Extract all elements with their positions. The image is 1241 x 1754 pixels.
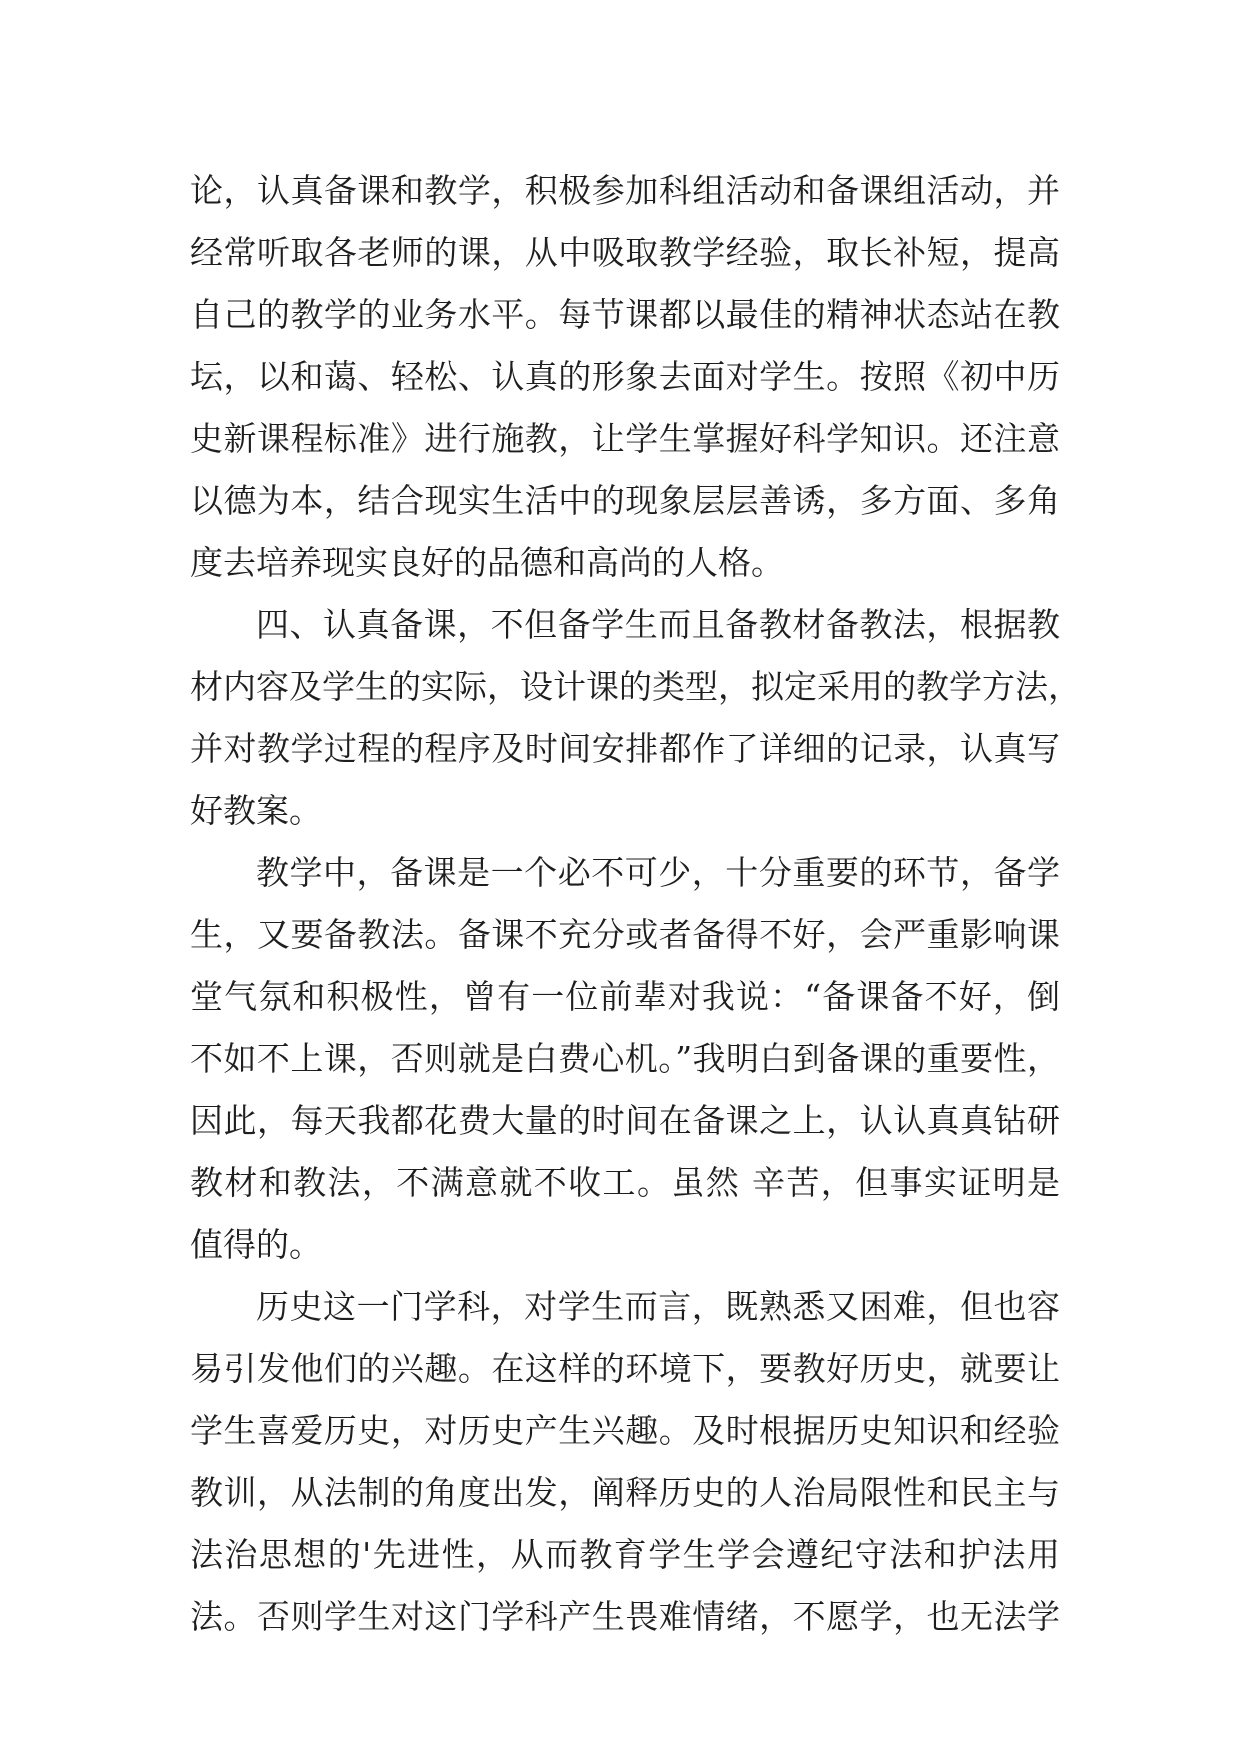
text-line: 经常听取各老师的课，从中吸取教学经验，取长补短，提高 <box>190 233 1060 272</box>
text-line: 不如不上课，否则就是白费心机。”我明白到备课的重要性， <box>190 1039 1060 1078</box>
document-body <box>190 160 1081 1648</box>
text-line: 度去培养现实良好的品德和高尚的人格。 <box>190 543 784 582</box>
text-line: 好教案。 <box>190 791 322 830</box>
text-line: 并对教学过程的程序及时间安排都作了详细的记录，认真写 <box>190 729 1060 768</box>
text-line: 教学中，备课是一个必不可少，十分重要的环节，备学 <box>256 853 1060 892</box>
text-line: 历史这一门学科，对学生而言，既熟悉又困难，但也容 <box>256 1287 1060 1326</box>
text-line: 学生喜爱历史，对历史产生兴趣。及时根据历史知识和经验 <box>190 1411 1060 1450</box>
text-line: 生，又要备教法。备课不充分或者备得不好，会严重影响课 <box>190 915 1060 954</box>
paragraph <box>190 1276 1060 1648</box>
text-line: 法。否则学生对这门学科产生畏难情绪，不愿学，也无法学 <box>190 1597 1060 1636</box>
paragraph <box>190 160 1060 594</box>
text-line: 以德为本，结合现实生活中的现象层层善诱，多方面、多角 <box>190 481 1060 520</box>
text-line: 自己的教学的业务水平。每节课都以最佳的精神状态站在教 <box>190 295 1060 334</box>
text-line: 易引发他们的兴趣。在这样的环境下，要教好历史，就要让 <box>190 1349 1060 1388</box>
text-line: 值得的。 <box>190 1225 322 1264</box>
text-line: 四、认真备课，不但备学生而且备教材备教法，根据教 <box>256 605 1060 644</box>
text-line: 法治思想的'先进性，从而教育学生学会遵纪守法和护法用 <box>190 1535 1060 1574</box>
paragraph <box>190 594 1081 842</box>
text-line: 论，认真备课和教学，积极参加科组活动和备课组活动，并 <box>190 171 1060 210</box>
text-line: 坛，以和蔼、轻松、认真的形象去面对学生。按照《初中历 <box>190 357 1060 396</box>
text-line: 史新课程标准》进行施教，让学生掌握好科学知识。还注意 <box>190 419 1060 458</box>
text-line: 堂气氛和积极性，曾有一位前辈对我说：“备课备不好，倒 <box>190 977 1060 1016</box>
text-line: 因此，每天我都花费大量的时间在备课之上，认认真真钻研 <box>190 1101 1060 1140</box>
text-line: 教训，从法制的角度出发，阐释历史的人治局限性和民主与 <box>190 1473 1060 1512</box>
text-line: 材内容及学生的实际，设计课的类型，拟定采用的教学方法， <box>190 667 1081 706</box>
paragraph <box>190 842 1060 1276</box>
text-line: 教材和教法，不满意就不收工。虽然 辛苦，但事实证明是 <box>190 1163 1060 1202</box>
